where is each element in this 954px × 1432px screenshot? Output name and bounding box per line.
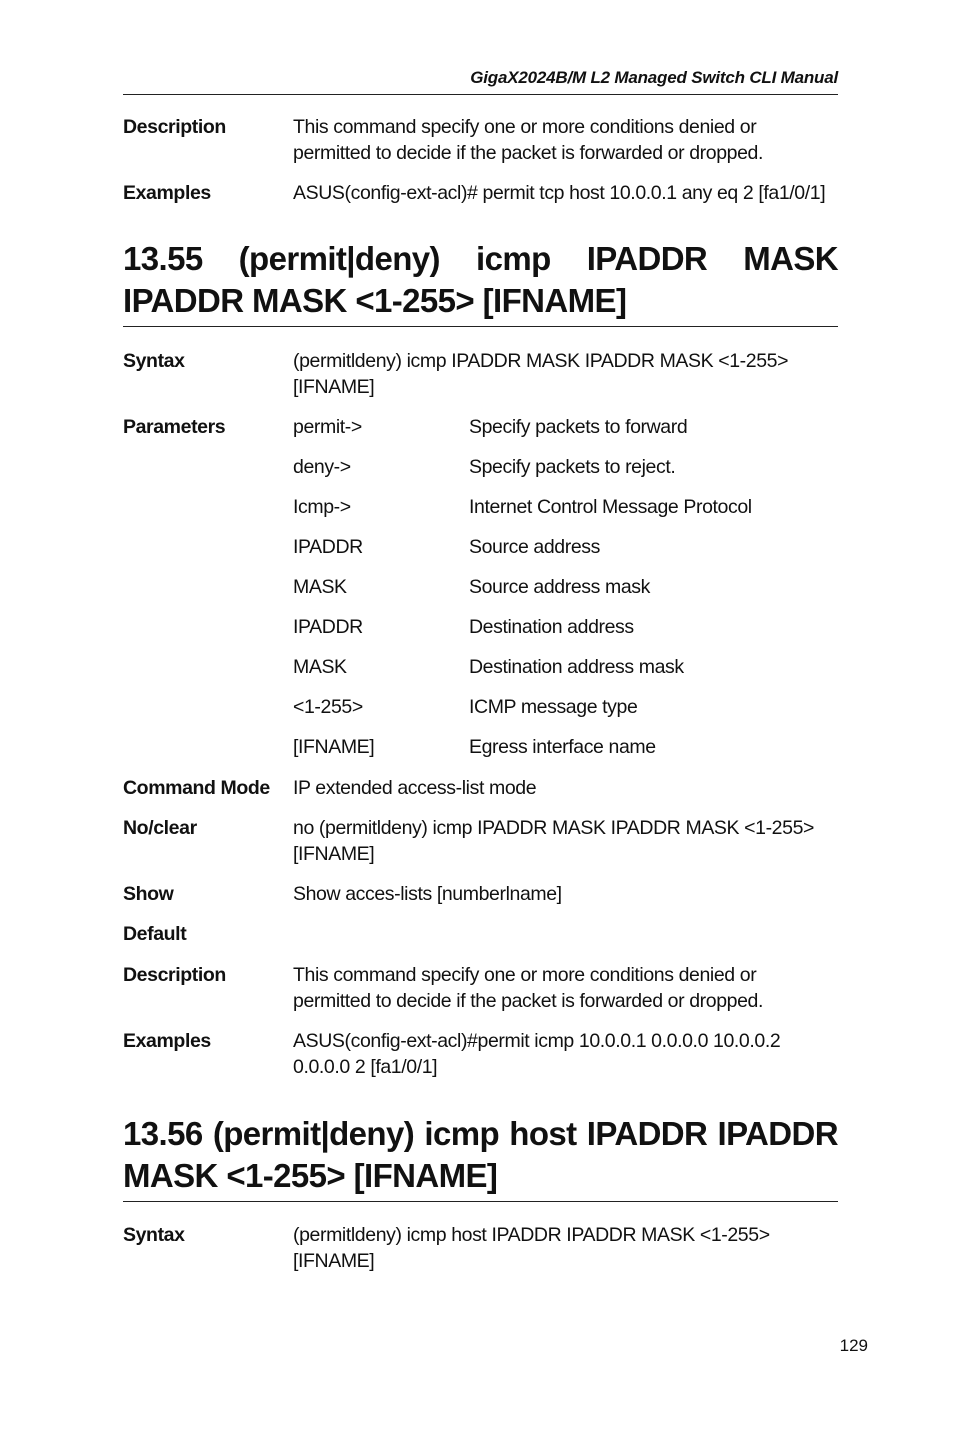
description-label: Description bbox=[123, 964, 226, 986]
no-clear-label: No/clear bbox=[123, 817, 197, 839]
parameter-name: <1-255> bbox=[293, 696, 363, 718]
parameter-description: Specify packets to forward bbox=[469, 416, 688, 438]
syntax-text: (permitldeny) icmp host IPADDR IPADDR MASK <1-255> [IFNAME] bbox=[293, 1224, 770, 1272]
parameter-description: Destination address bbox=[469, 616, 634, 638]
parameter-description: Internet Control Message Protocol bbox=[469, 496, 752, 518]
command-mode-text: IP extended access-list mode bbox=[293, 777, 537, 799]
examples-label: Examples bbox=[123, 182, 211, 204]
description-text: This command specify one or more conditions denied or permitted to decide if the packet is forwarded or dropped. bbox=[293, 964, 763, 1012]
description-text: This command specify one or more conditions denied or permitted to decide if the packet is forwarded or dropped. bbox=[293, 116, 763, 164]
section-heading-13-55: 13.55 (permit|deny) icmp IPADDR MASK IPADDR MASK <1-255> [IFNAME] bbox=[123, 238, 838, 327]
syntax-text: (permitldeny) icmp IPADDR MASK IPADDR MASK <1-255> [IFNAME] bbox=[293, 350, 789, 398]
parameter-description: Source address mask bbox=[469, 576, 650, 598]
parameter-name: permit-> bbox=[293, 416, 362, 438]
syntax-label: Syntax bbox=[123, 350, 185, 372]
syntax-label: Syntax bbox=[123, 1224, 185, 1246]
description-label: Description bbox=[123, 116, 226, 138]
command-mode-label: Command Mode bbox=[123, 777, 270, 799]
examples-label: Examples bbox=[123, 1030, 211, 1052]
parameter-name: IPADDR bbox=[293, 536, 363, 558]
parameter-name: MASK bbox=[293, 576, 347, 598]
section-heading-13-56: 13.56 (permit|deny) icmp host IPADDR IPADDR MASK <1-255> [IFNAME] bbox=[123, 1113, 838, 1202]
show-label: Show bbox=[123, 883, 174, 905]
parameter-name: deny-> bbox=[293, 456, 351, 478]
manual-title: GigaX2024B/M L2 Managed Switch CLI Manual bbox=[470, 68, 838, 87]
parameter-name: MASK bbox=[293, 656, 347, 678]
parameter-description: Source address bbox=[469, 536, 600, 558]
no-clear-text: no (permitldeny) icmp IPADDR MASK IPADDR MASK <1-255> [IFNAME] bbox=[293, 817, 815, 865]
parameter-name: Icmp-> bbox=[293, 496, 351, 518]
parameter-name: [IFNAME] bbox=[293, 736, 375, 758]
parameter-name: IPADDR bbox=[293, 616, 363, 638]
parameter-description: Specify packets to reject. bbox=[469, 456, 676, 478]
page-number: 129 bbox=[839, 1336, 868, 1355]
running-header bbox=[123, 68, 838, 95]
parameter-description: Destination address mask bbox=[469, 656, 684, 678]
show-text: Show acces-lists [numberlname] bbox=[293, 883, 562, 905]
parameter-description: ICMP message type bbox=[469, 696, 638, 718]
examples-text: ASUS(config-ext-acl)# permit tcp host 10.0.0.1 any eq 2 [fa1/0/1] bbox=[293, 182, 826, 204]
default-label: Default bbox=[123, 923, 187, 945]
examples-text: ASUS(config-ext-acl)#permit icmp 10.0.0.1 0.0.0.0 10.0.0.2 0.0.0.0 2 [fa1/0/1] bbox=[293, 1030, 781, 1078]
parameters-label: Parameters bbox=[123, 416, 226, 438]
parameter-description: Egress interface name bbox=[469, 736, 656, 758]
